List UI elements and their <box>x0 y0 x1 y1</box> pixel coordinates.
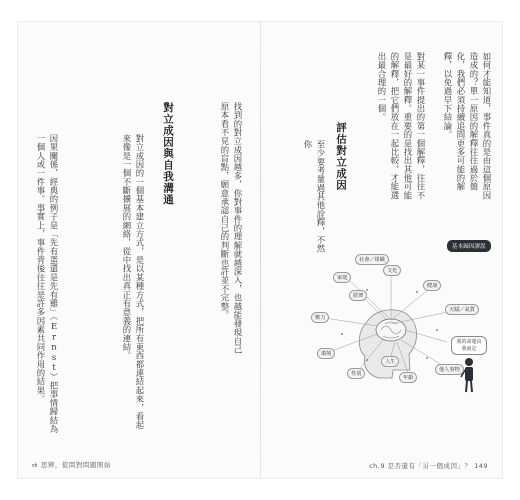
right-paragraph-2: 對某一事件提出的第一個解釋，往往不是最好的解釋。重要的是找出其他可能的解釋，把它們放在一起比較，才能選出最合理的一個。 <box>377 52 426 200</box>
right-page-footer: ch.9 是否還有「另一個成因」？ 149 <box>369 462 488 470</box>
diagram-node-talent: 天賦／氣質 <box>445 304 479 315</box>
diagram-node-age: 年齡 <box>399 372 417 383</box>
diagram-node-gender: 性別 <box>347 368 365 379</box>
section-heading: 對立成因與自我溝通 <box>162 102 174 206</box>
diagram-node-environment: 環境 <box>317 348 335 359</box>
diagram-node-stress: 壓力 <box>311 312 329 323</box>
right-page <box>261 22 502 478</box>
diagram-node-economy: 經濟 <box>349 290 367 301</box>
diagram-node-life: 人生 <box>381 356 399 367</box>
diagram-node-society: 社會／組織 <box>355 254 389 265</box>
diagram-node-culture: 文化 <box>383 265 401 276</box>
lead-paragraph: 找到的對立成因越多，你對事件的理解就越深入，也越能發現自己原本看不見的盲點，願意承認自己的判斷也許並不完整。 <box>220 102 243 355</box>
left-page <box>18 22 260 478</box>
diagram-node-others: 他人事物 <box>435 364 464 375</box>
right-paragraph-1: 如何才能知道，事件真的是由這個原因造成的？單一原因的解釋往往過於簡化，我們必須持續追問更多可能的解釋，以免過早下結論。 <box>443 52 492 200</box>
diagram-node-health: 健康 <box>423 280 441 291</box>
right-heading-subtext: 至少要考量過其他詮釋，不然你 <box>303 140 326 253</box>
diagram-node-family: 家庭 <box>333 272 351 283</box>
attribution-diagram <box>297 244 487 400</box>
diagram-title-box: 基本歸因謬誤 <box>447 240 491 252</box>
section-paragraph-1: 對立成因的一個基本建立方式，是以某種方式，把所有東西都連結起來，看起來像是一個不斷擴展的網絡，從中找出真正有意義的連結。 <box>122 134 145 430</box>
book-spread <box>18 22 502 478</box>
section-paragraph-2: 因果關係，經典的例子是「先有蛋還是先有雞」（Ernst）把事情歸結為一個人或一件事。事實上，事件背後往往是許多因素共同作用的結果。 <box>36 134 59 434</box>
thought-bubble: 我的命運由我而定 <box>451 336 487 355</box>
right-heading: 評估對立成因 <box>335 122 347 191</box>
left-page-footer: ઌ 思辨，從問對問題開始 <box>32 461 111 469</box>
thinking-person-icon <box>461 358 473 392</box>
